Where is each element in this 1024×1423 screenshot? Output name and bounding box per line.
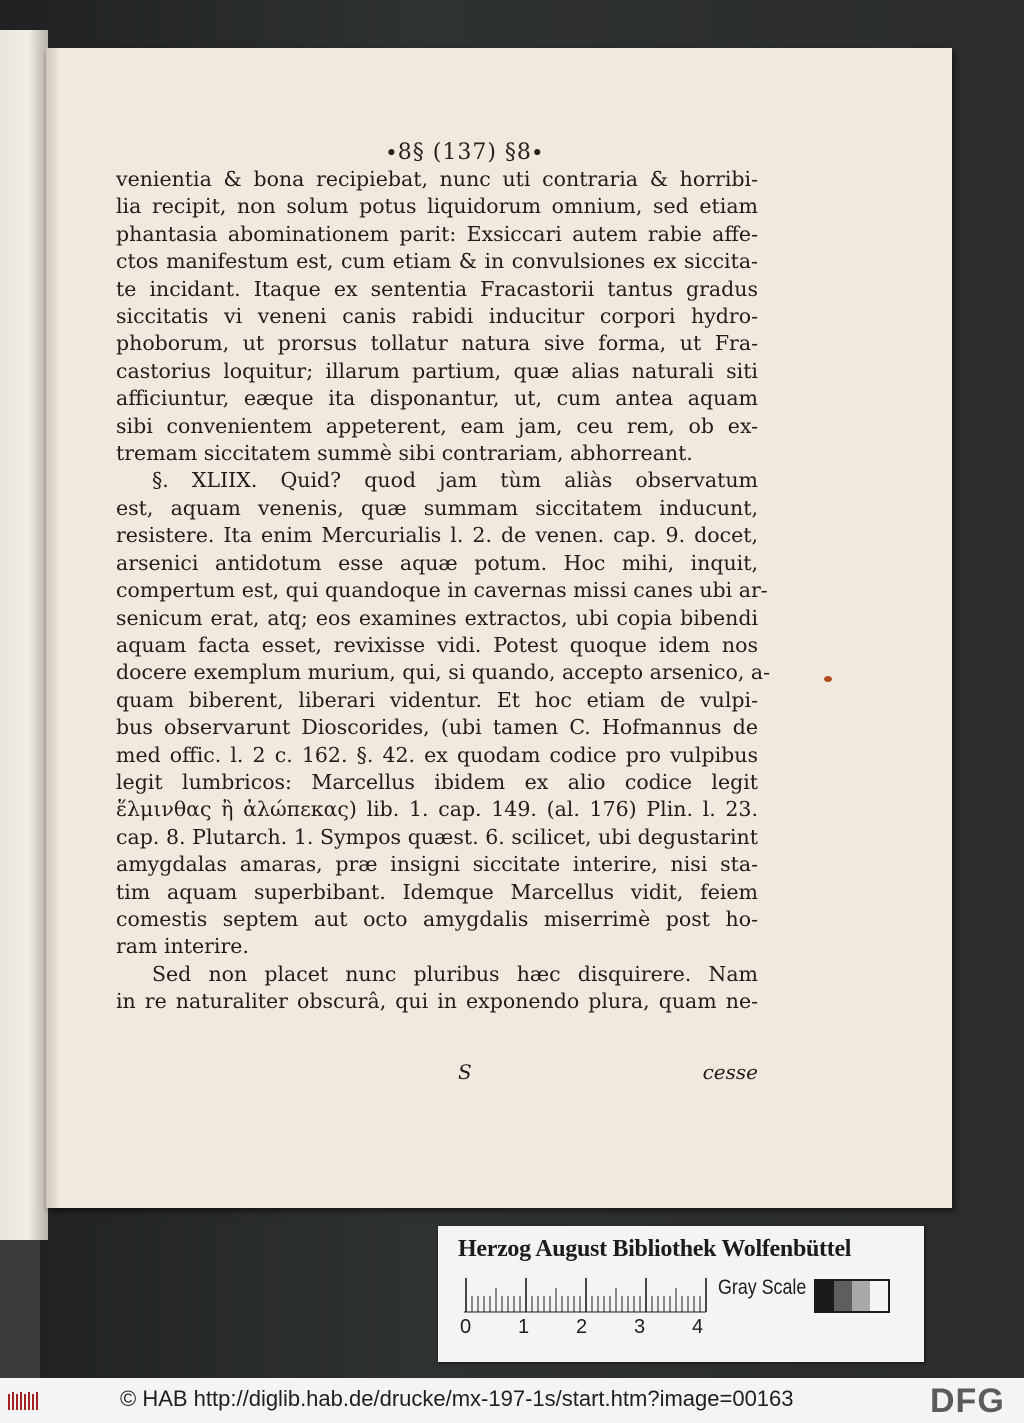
text-line: sibi convenientem appeterent, eam jam, ceu rem, ob ex- (116, 413, 758, 438)
catchword-line (116, 1060, 758, 1090)
text-line: legit lumbricos: Marcellus ibidem ex alio codice legit (116, 769, 758, 794)
text-line: med offic. l. 2 c. 162. §. 42. ex quodam codice pro vulpibus (116, 742, 758, 767)
text-line: resistere. Ita enim Mercurialis l. 2. de venen. cap. 9. docet, (116, 523, 758, 548)
hab-logo-icon (6, 1390, 42, 1412)
text-line: te incidant. Itaque ex sententia Fracastorii tantus gradus (116, 276, 758, 301)
text-line: ἕλμινθας ἢ ἀλώπεκας) lib. 1. cap. 149. (al. 176) Plin. l. 23. (116, 797, 758, 822)
book-page (46, 48, 952, 1208)
text-line: §. XLIIX. Quid? quod jam tùm aliàs observatum (152, 468, 758, 493)
dfg-logo: DFG (930, 1382, 1005, 1420)
gray-swatch (816, 1281, 834, 1311)
text-line: phoborum, ut prorsus tollatur natura sive forma, ut Fra- (116, 331, 758, 356)
text-line: venientia & bona recipiebat, nunc uti contraria & horribi- (116, 167, 758, 191)
scan-left-strip (0, 1240, 40, 1378)
text-line: cap. 8. Plutarch. 1. Sympos quæst. 6. scilicet, ubi degustarint (116, 824, 758, 849)
copyright-url[interactable]: © HAB http://diglib.hab.de/drucke/mx-197-1s/start.htm?image=00163 (120, 1386, 794, 1411)
text-line: Sed non placet nunc pluribus hæc disquirere. Nam (152, 961, 758, 986)
catchword: cesse (702, 1060, 758, 1084)
ruler-number: 3 (634, 1316, 646, 1338)
gray-swatch (834, 1281, 852, 1311)
previous-page-edge (0, 30, 48, 1240)
gray-swatch (852, 1281, 870, 1311)
text-line: amygdalas amaras, præ insigni siccitate interire, nisi sta- (116, 852, 758, 877)
text-line: phantasia abominationem parit: Exsiccari autem rabie affe- (116, 221, 758, 246)
page-text (116, 166, 771, 1016)
text-line: lia recipit, non solum potus liquidorum omnium, sed etiam (116, 194, 758, 219)
page-header: ∙8§ (137) §8∙ (386, 140, 544, 165)
text-line: arsenici antidotum esse aquæ potum. Hoc mihi, inquit, (116, 550, 758, 575)
ruler-number: 1 (518, 1316, 530, 1338)
text-line: afficiuntur, eæque ita disponantur, ut, cum antea aquam (116, 386, 758, 411)
gray-swatch (870, 1281, 888, 1311)
ruler-number: 2 (576, 1316, 588, 1338)
text-line: ram interire. (116, 934, 249, 959)
signature-mark: S (458, 1060, 472, 1084)
text-line: bus observarunt Dioscorides, (ubi tamen C. Hofmannus de (116, 715, 758, 740)
text-line: senicum erat, atq; eos examines extractos, ubi copia bibendi (116, 605, 758, 630)
text-line: castorius loquitur; illarum partium, quæ alias naturali siti (116, 358, 758, 383)
ruler-numbers (458, 1316, 738, 1340)
viewer-footer (0, 1378, 1024, 1423)
text-line: siccitatis vi veneni canis rabidi inducitur corpori hydro- (116, 304, 758, 329)
text-line: docere exemplum murium, qui, si quando, accepto arsenico, a- (116, 660, 771, 685)
text-line: aquam facta esset, revixisse vidi. Potest quoque idem nos (116, 632, 758, 657)
text-line: est, aquam venenis, quæ summam siccitatem inducunt, (116, 495, 758, 520)
ruler-number: 0 (460, 1316, 472, 1338)
text-line: ctos manifestum est, cum etiam & in convulsiones ex siccita- (116, 249, 758, 274)
text-line: tim aquam superbibant. Idemque Marcellus vidit, feiem (116, 879, 758, 904)
text-line: compertum est, qui quandoque in cavernas missi canes ubi ar- (116, 578, 768, 603)
text-line: quam biberent, liberari videntur. Et hoc etiam de vulpi- (116, 687, 758, 712)
ruler-number: 4 (692, 1316, 704, 1338)
gray-scale-swatches (814, 1279, 890, 1313)
library-name: Herzog August Bibliothek Wolfenbüttel (458, 1236, 852, 1262)
text-line: in re naturaliter obscurâ, qui in exponendo plura, quam ne- (116, 989, 758, 1014)
text-line: comestis septem aut octo amygdalis miserrimè post ho- (116, 906, 758, 931)
text-line: tremam siccitatem summè sibi contrariam, abhorreant. (116, 441, 693, 466)
paper-stain (824, 676, 832, 682)
ruler-scale (464, 1278, 714, 1314)
gray-scale-label: Gray Scale (718, 1276, 807, 1299)
library-label-card (438, 1226, 924, 1362)
